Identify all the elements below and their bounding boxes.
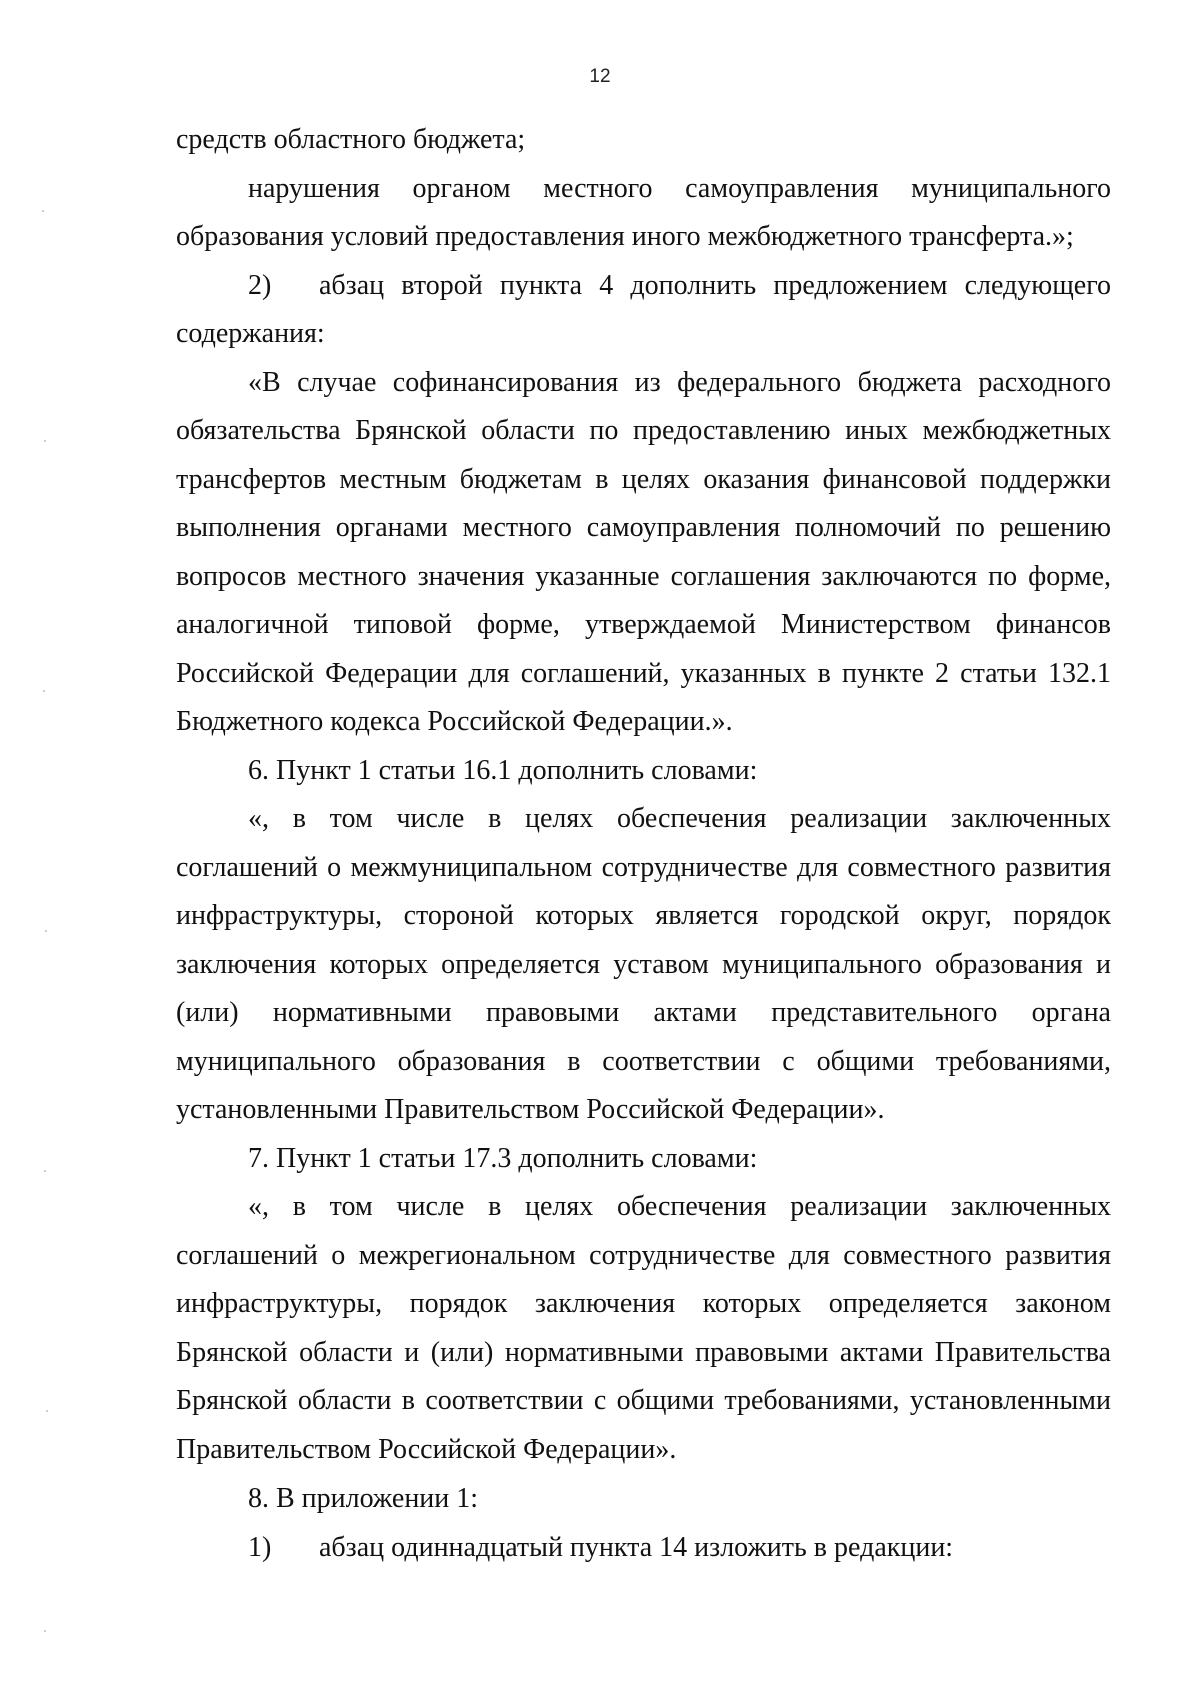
paragraph-10-list-item: 1) абзац одиннадцатый пункта 14 изложить в редакции:: [176, 1524, 1111, 1573]
list-number: 1): [248, 1531, 272, 1563]
paragraph-9-item-8: 8. В приложении 1:: [248, 1483, 479, 1514]
page-number: 12: [589, 66, 611, 87]
paragraph-3-list-item: 2) абзац второй пункта 4 дополнить предложением следующего содержания:: [176, 262, 1111, 359]
scan-speck: [44, 1170, 46, 1172]
paragraph-1: средств областного бюджета;: [176, 124, 526, 155]
scan-speck: [44, 1630, 46, 1632]
paragraph-4-quote: «В случае софинансирования из федерального бюджета расходного обязательства Брянской области по предоставлению иных межбюджетных трансфертов местным бюджетам в целях оказания финансовой поддержки выполнения органами местного самоуправления полномочий по решению вопросов местного значения указанные соглашения заключаются по форме, аналогичной типовой форме, утверждаемой Министерством финансов Российской Федерации для соглашений, указанных в пункте 2 статьи 132.1 Бюджетного кодекса Российской Федерации.».: [176, 366, 1111, 737]
list-number: 2): [248, 269, 272, 301]
scan-speck: [46, 1410, 48, 1412]
scan-speck: [42, 210, 44, 212]
paragraph-8-quote: «, в том числе в целях обеспечения реализации заключенных соглашений о межрегиональном сотрудничестве для совместного развития инфраструктуры, порядок заключения которых определяется законом Брянской области и (или) нормативными правовыми актами Правительства Брянской области в соответствии с общими требованиями, установленными Правительством Российской Федерации».: [176, 1191, 1111, 1465]
scan-speck: [43, 690, 45, 692]
paragraph-6-quote: «, в том числе в целях обеспечения реализации заключенных соглашений о межмуниципальном сотрудничестве для совместного развития инфраструктуры, стороной которых является городской округ, порядок заключения которых определяется уставом муниципального образования и (или) нормативными правовыми актами представительного органа муниципального образования в соответствии с общими требованиями, установленными Правительством Российской Федерации».: [176, 803, 1111, 1125]
paragraph-5-item-6: 6. Пункт 1 статьи 16.1 дополнить словами:: [248, 754, 758, 786]
scan-speck: [44, 440, 46, 442]
scan-speck: [45, 930, 47, 932]
document-body: [176, 116, 1111, 1572]
paragraph-7-item-7: 7. Пункт 1 статьи 17.3 дополнить словами:: [248, 1142, 758, 1174]
paragraph-2: нарушения органом местного самоуправления муниципального образования условий предоставления иного межбюджетного трансферта.»;: [176, 172, 1111, 252]
